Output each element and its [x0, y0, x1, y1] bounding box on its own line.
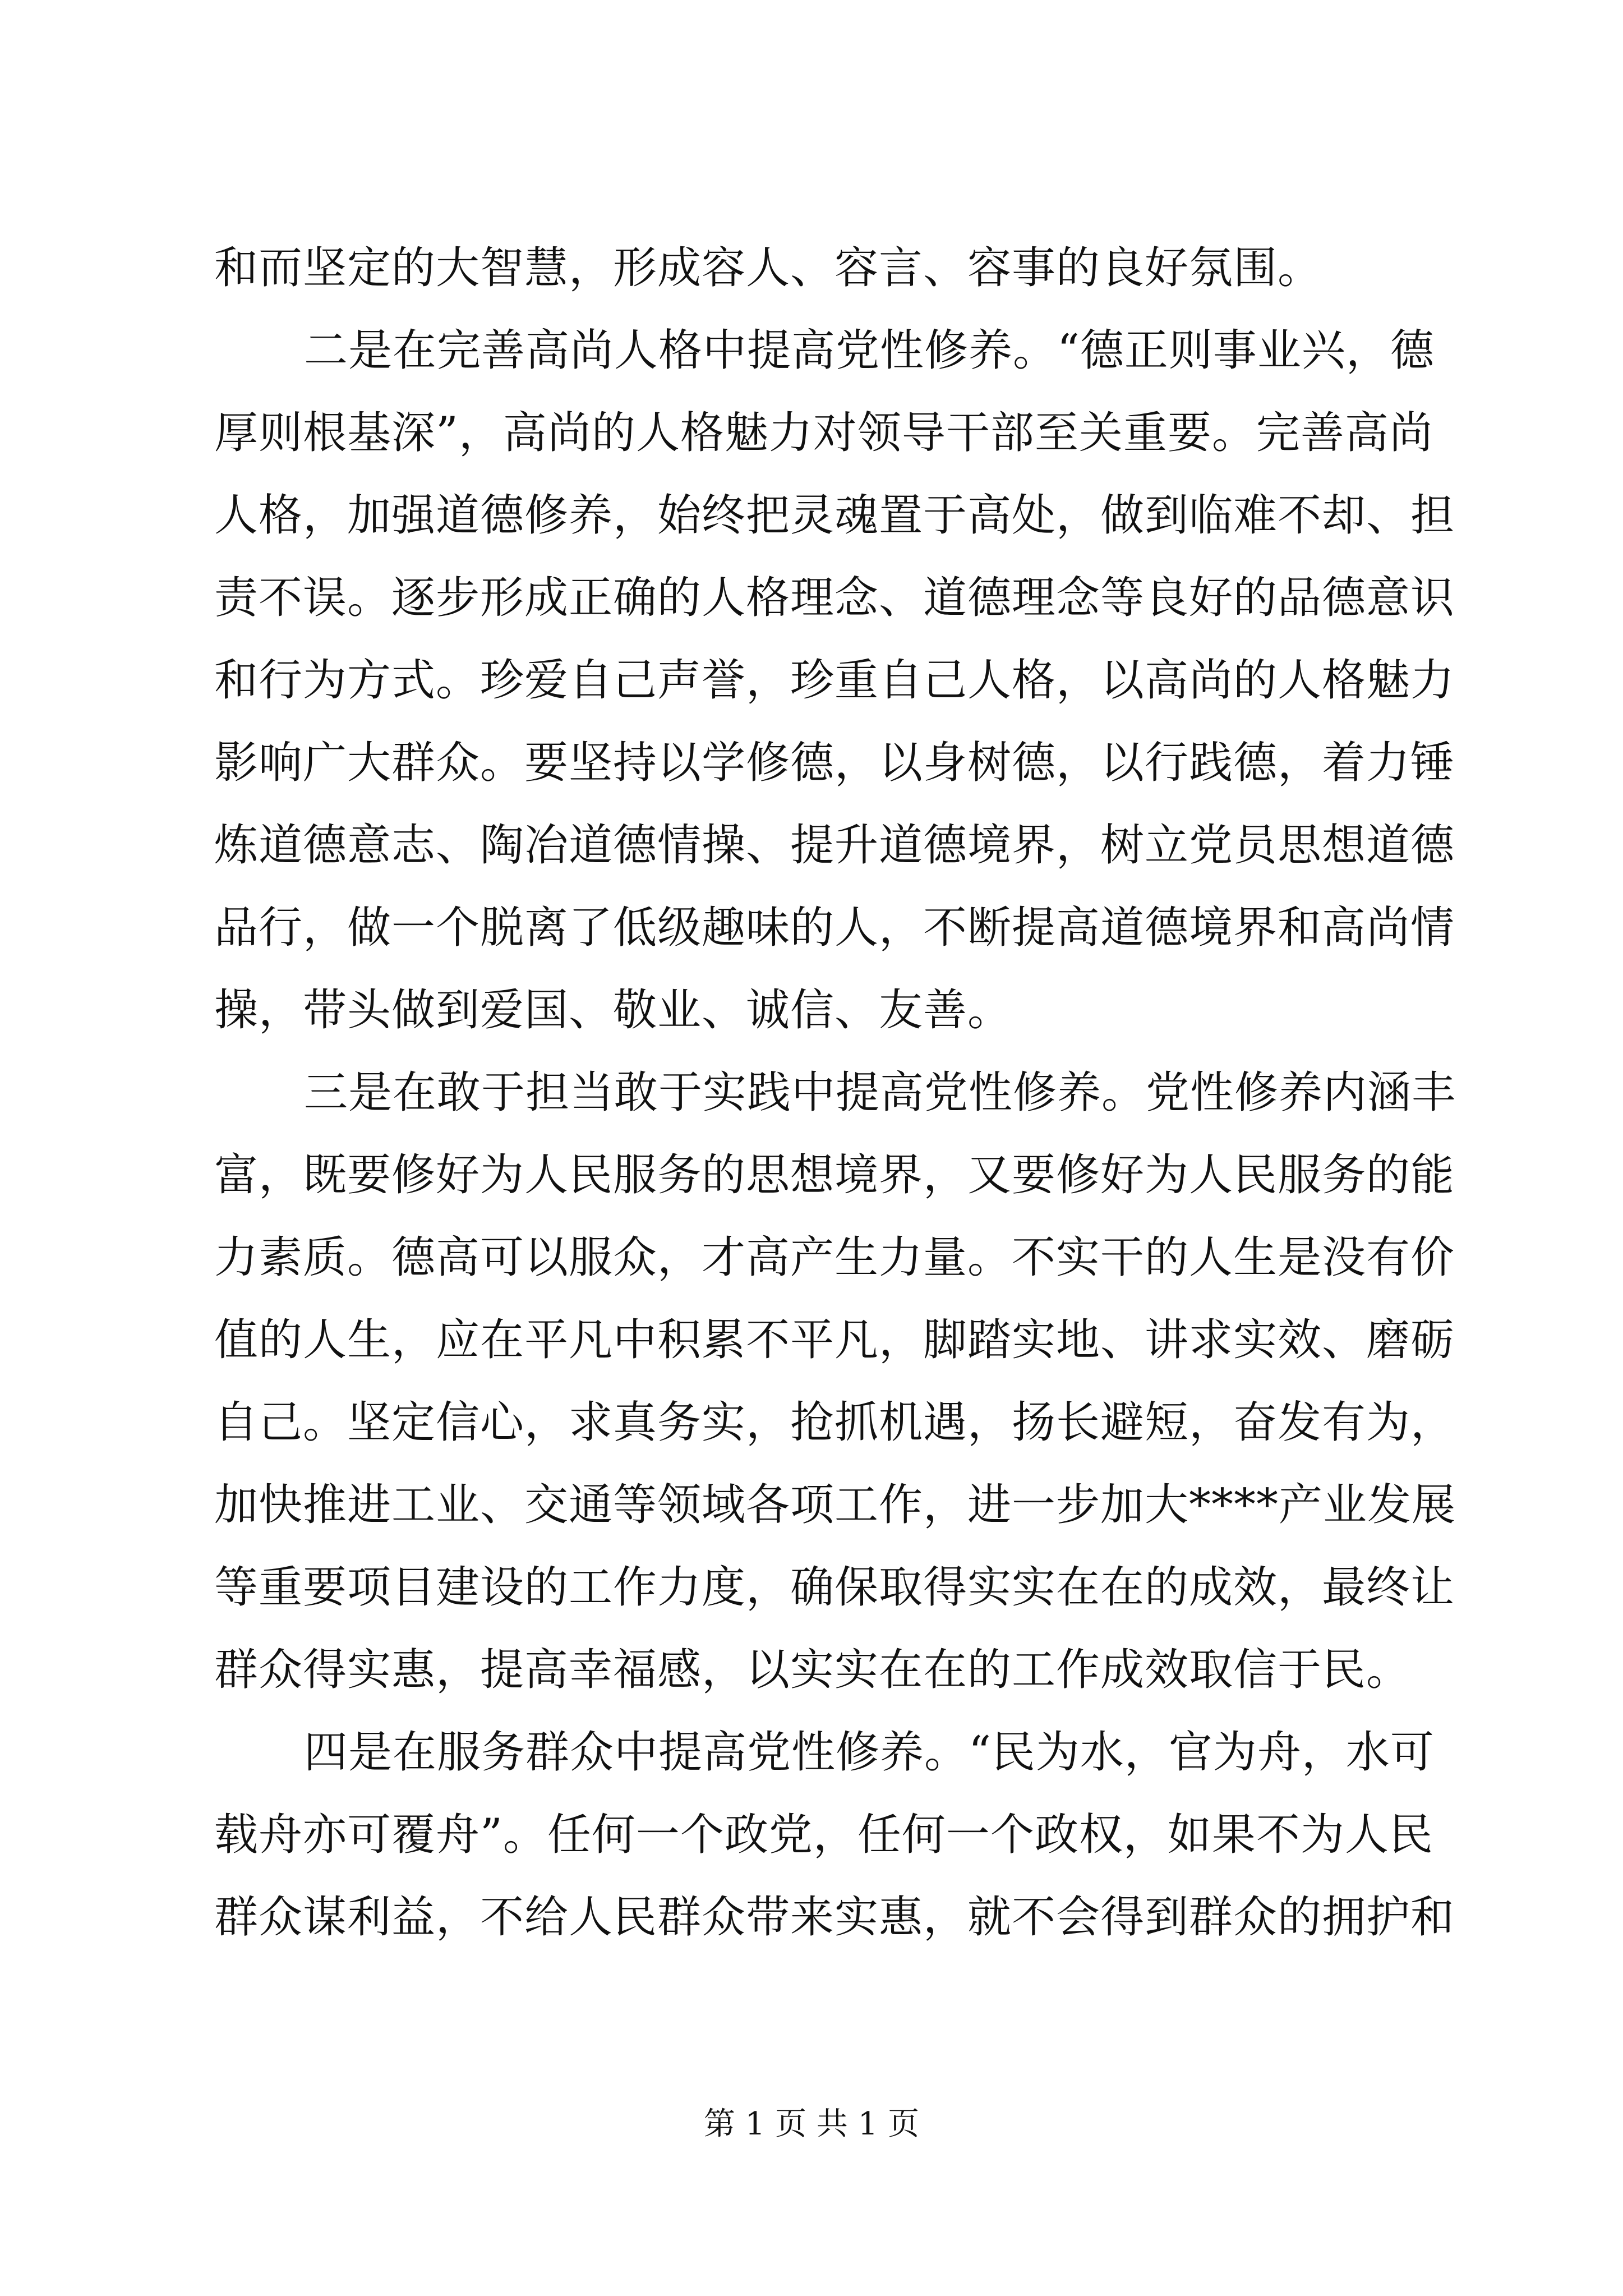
text-line: 炼道德意志、陶冶道德情操、提升道德境界，树立党员思想道德 — [214, 820, 1455, 871]
text-line: 群众谋利益，不给人民群众带来实惠，就不会得到群众的拥护和 — [214, 1892, 1455, 1943]
text-line: 值的人生，应在平凡中积累不平凡，脚踏实地、讲求实效、磨砺 — [214, 1315, 1455, 1365]
paragraph-3-first-line: 三是在敢于担当敢于实践中提高党性修养。党性修养内涵丰 — [304, 1068, 1456, 1118]
text-line: 自己。坚定信心，求真务实，抢抓机遇，扬长避短，奋发有为， — [214, 1397, 1455, 1448]
page-footer: 第 1 页 共 1 页 — [703, 2106, 920, 2142]
text-line: 和而坚定的大智慧，形成容人、容言、容事的良好氛围。 — [214, 243, 1322, 293]
text-line: 人格，加强道德修养，始终把灵魂置于高处，做到临难不却、担 — [214, 490, 1455, 541]
text-line: 群众得实惠，提高幸福感，以实实在在的工作成效取信于民。 — [214, 1645, 1411, 1695]
text-line: 影响广大群众。要坚持以学修德，以身树德，以行践德，着力锤 — [214, 738, 1455, 788]
text-line: 载舟亦可覆舟”。任何一个政党，任何一个政权，如果不为人民 — [214, 1810, 1433, 1860]
text-line: 品行，做一个脱离了低级趣味的人，不断提高道德境界和高尚情 — [214, 903, 1455, 953]
document-body — [214, 227, 1456, 1959]
text-line: 和行为方式。珍爱自己声誉，珍重自己人格，以高尚的人格魅力 — [214, 655, 1455, 706]
text-line: 厚则根基深”，高尚的人格魅力对领导干部至关重要。完善高尚 — [214, 408, 1433, 458]
text-line: 加快推进工业、交通等领域各项工作，进一步加大****产业发展 — [214, 1480, 1456, 1530]
paragraph-4-first-line: 四是在服务群众中提高党性修养。“民为水，官为舟，水可 — [304, 1727, 1435, 1778]
text-line: 等重要项目建设的工作力度，确保取得实实在在的成效，最终让 — [214, 1562, 1455, 1613]
text-line: 操，带头做到爱国、敬业、诚信、友善。 — [214, 985, 1012, 1036]
text-line: 力素质。德高可以服众，才高产生力量。不实干的人生是没有价 — [214, 1232, 1455, 1283]
text-line: 富，既要修好为人民服务的思想境界，又要修好为人民服务的能 — [214, 1150, 1455, 1200]
text-line: 责不误。逐步形成正确的人格理念、道德理念等良好的品德意识 — [214, 573, 1455, 623]
paragraph-2-first-line: 二是在完善高尚人格中提高党性修养。“德正则事业兴，德 — [304, 325, 1435, 376]
